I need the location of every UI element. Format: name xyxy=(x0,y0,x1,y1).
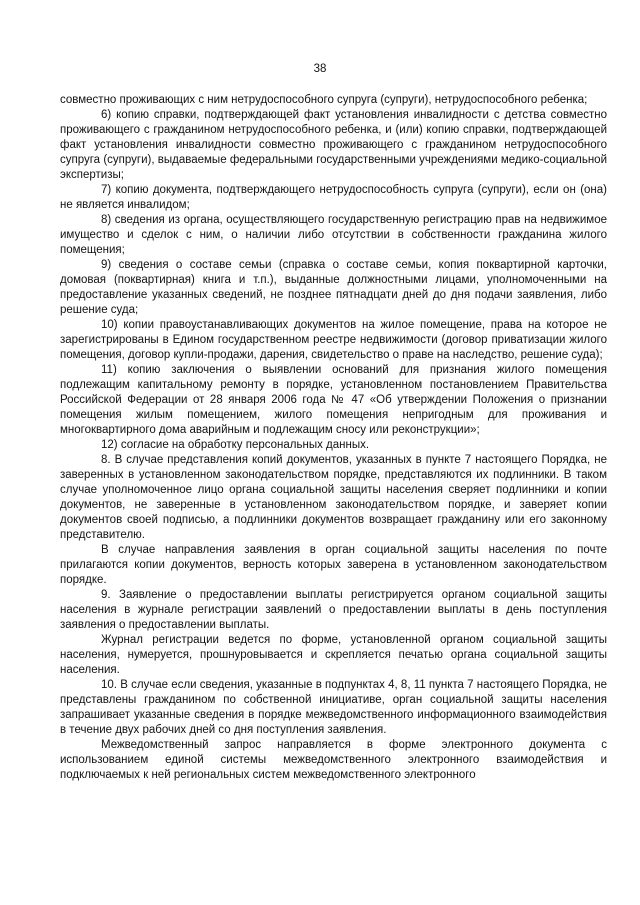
paragraph: В случае направления заявления в орган социальной защиты населения по почте прилагаются копии документов, верность которых заверена в установленном законодательством порядке. xyxy=(60,544,607,586)
paragraph: 10) копии правоустанавливающих документов на жилое помещение, права на которое не зарегистрированы в Едином государственном реестре недвижимости (договор приватизации жилого помещения, договор купли-продажи, дарения, свидетельство о праве на наследство, решение суда); xyxy=(60,319,607,361)
paragraph: 9. Заявление о предоставлении выплаты регистрируется органом социальной защиты населения в журнале регистрации заявлений о предоставлении выплаты в день поступления заявления о предоставлении выплаты. xyxy=(60,589,607,631)
paragraph: 7) копию документа, подтверждающего нетрудоспособность супруга (супруги), если он (она) не является инвалидом; xyxy=(60,184,607,211)
paragraph: Журнал регистрации ведется по форме, установленной органом социальной защиты населения, нумеруется, прошнуровывается и скрепляется печатью органа социальной защиты населения. xyxy=(60,634,607,676)
paragraph: Межведомственный запрос направляется в форме электронного документа с использованием единой системы межведомственного электронного взаимодействия и подключаемых к ней региональных систем межведомственного электронного xyxy=(60,739,607,781)
paragraph: 12) согласие на обработку персональных данных. xyxy=(101,439,370,451)
paragraph: 6) копию справки, подтверждающей факт установления инвалидности с детства совместно проживающего с гражданином нетрудоспособного ребенка, и (или) копию справки, подтверждающей факт установления инвалидности совместно проживающего с гражданином нетрудоспособного супруга (супруги), выдаваемые федеральными государственными учреждениями медико-социальной экспертизы; xyxy=(60,109,607,181)
paragraph: 11) копию заключения о выявлении оснований для признания жилого помещения подлежащим капитальному ремонту в порядке, установленном постановлением Правительства Российской Федерации от 28 января 2006 года № 47 «Об утверждении Положения о признании помещения жилым помещением, жилого помещения непригодным для проживания и многоквартирного дома аварийным и подлежащим сносу или реконструкции»; xyxy=(60,364,607,436)
paragraph: 9) сведения о составе семьи (справка о составе семьи, копия поквартирной карточки, домовая (поквартирная) книга и т.п.), выданные должностными лицами, уполномоченными на предоставление указанных сведений, не позднее пятнадцати дней до дня подачи заявления, либо решение суда; xyxy=(60,259,607,316)
paragraph: 8. В случае представления копий документов, указанных в пункте 7 настоящего Порядка, не заверенных в установленном законодательством порядке, представляются их подлинники. В таком случае уполномоченное лицо органа социальной защиты населения сверяет подлинники и копии документов, не заверенные в установленном законодательством порядке, и заверяет копии документов своей подписью, а подлинники документов возвращает гражданину или его законному представителю. xyxy=(60,454,607,541)
document-body xyxy=(60,93,607,783)
paragraph: 10. В случае если сведения, указанные в подпунктах 4, 8, 11 пункта 7 настоящего Порядка, не представлены гражданином по собственной инициативе, орган социальной защиты населения запрашивает указанные сведения в порядке межведомственного информационного взаимодействия в течение двух рабочих дней со дня поступления заявления. xyxy=(60,679,607,736)
paragraph: 8) сведения из органа, осуществляющего государственную регистрацию прав на недвижимое имущество и сделок с ним, о наличии либо отсутствии в собственности гражданина жилого помещения; xyxy=(60,214,607,256)
page-number: 38 xyxy=(313,63,327,75)
paragraph: совместно проживающих с ним нетрудоспособного супруга (супруги), нетрудоспособного ребенка; xyxy=(60,94,588,106)
